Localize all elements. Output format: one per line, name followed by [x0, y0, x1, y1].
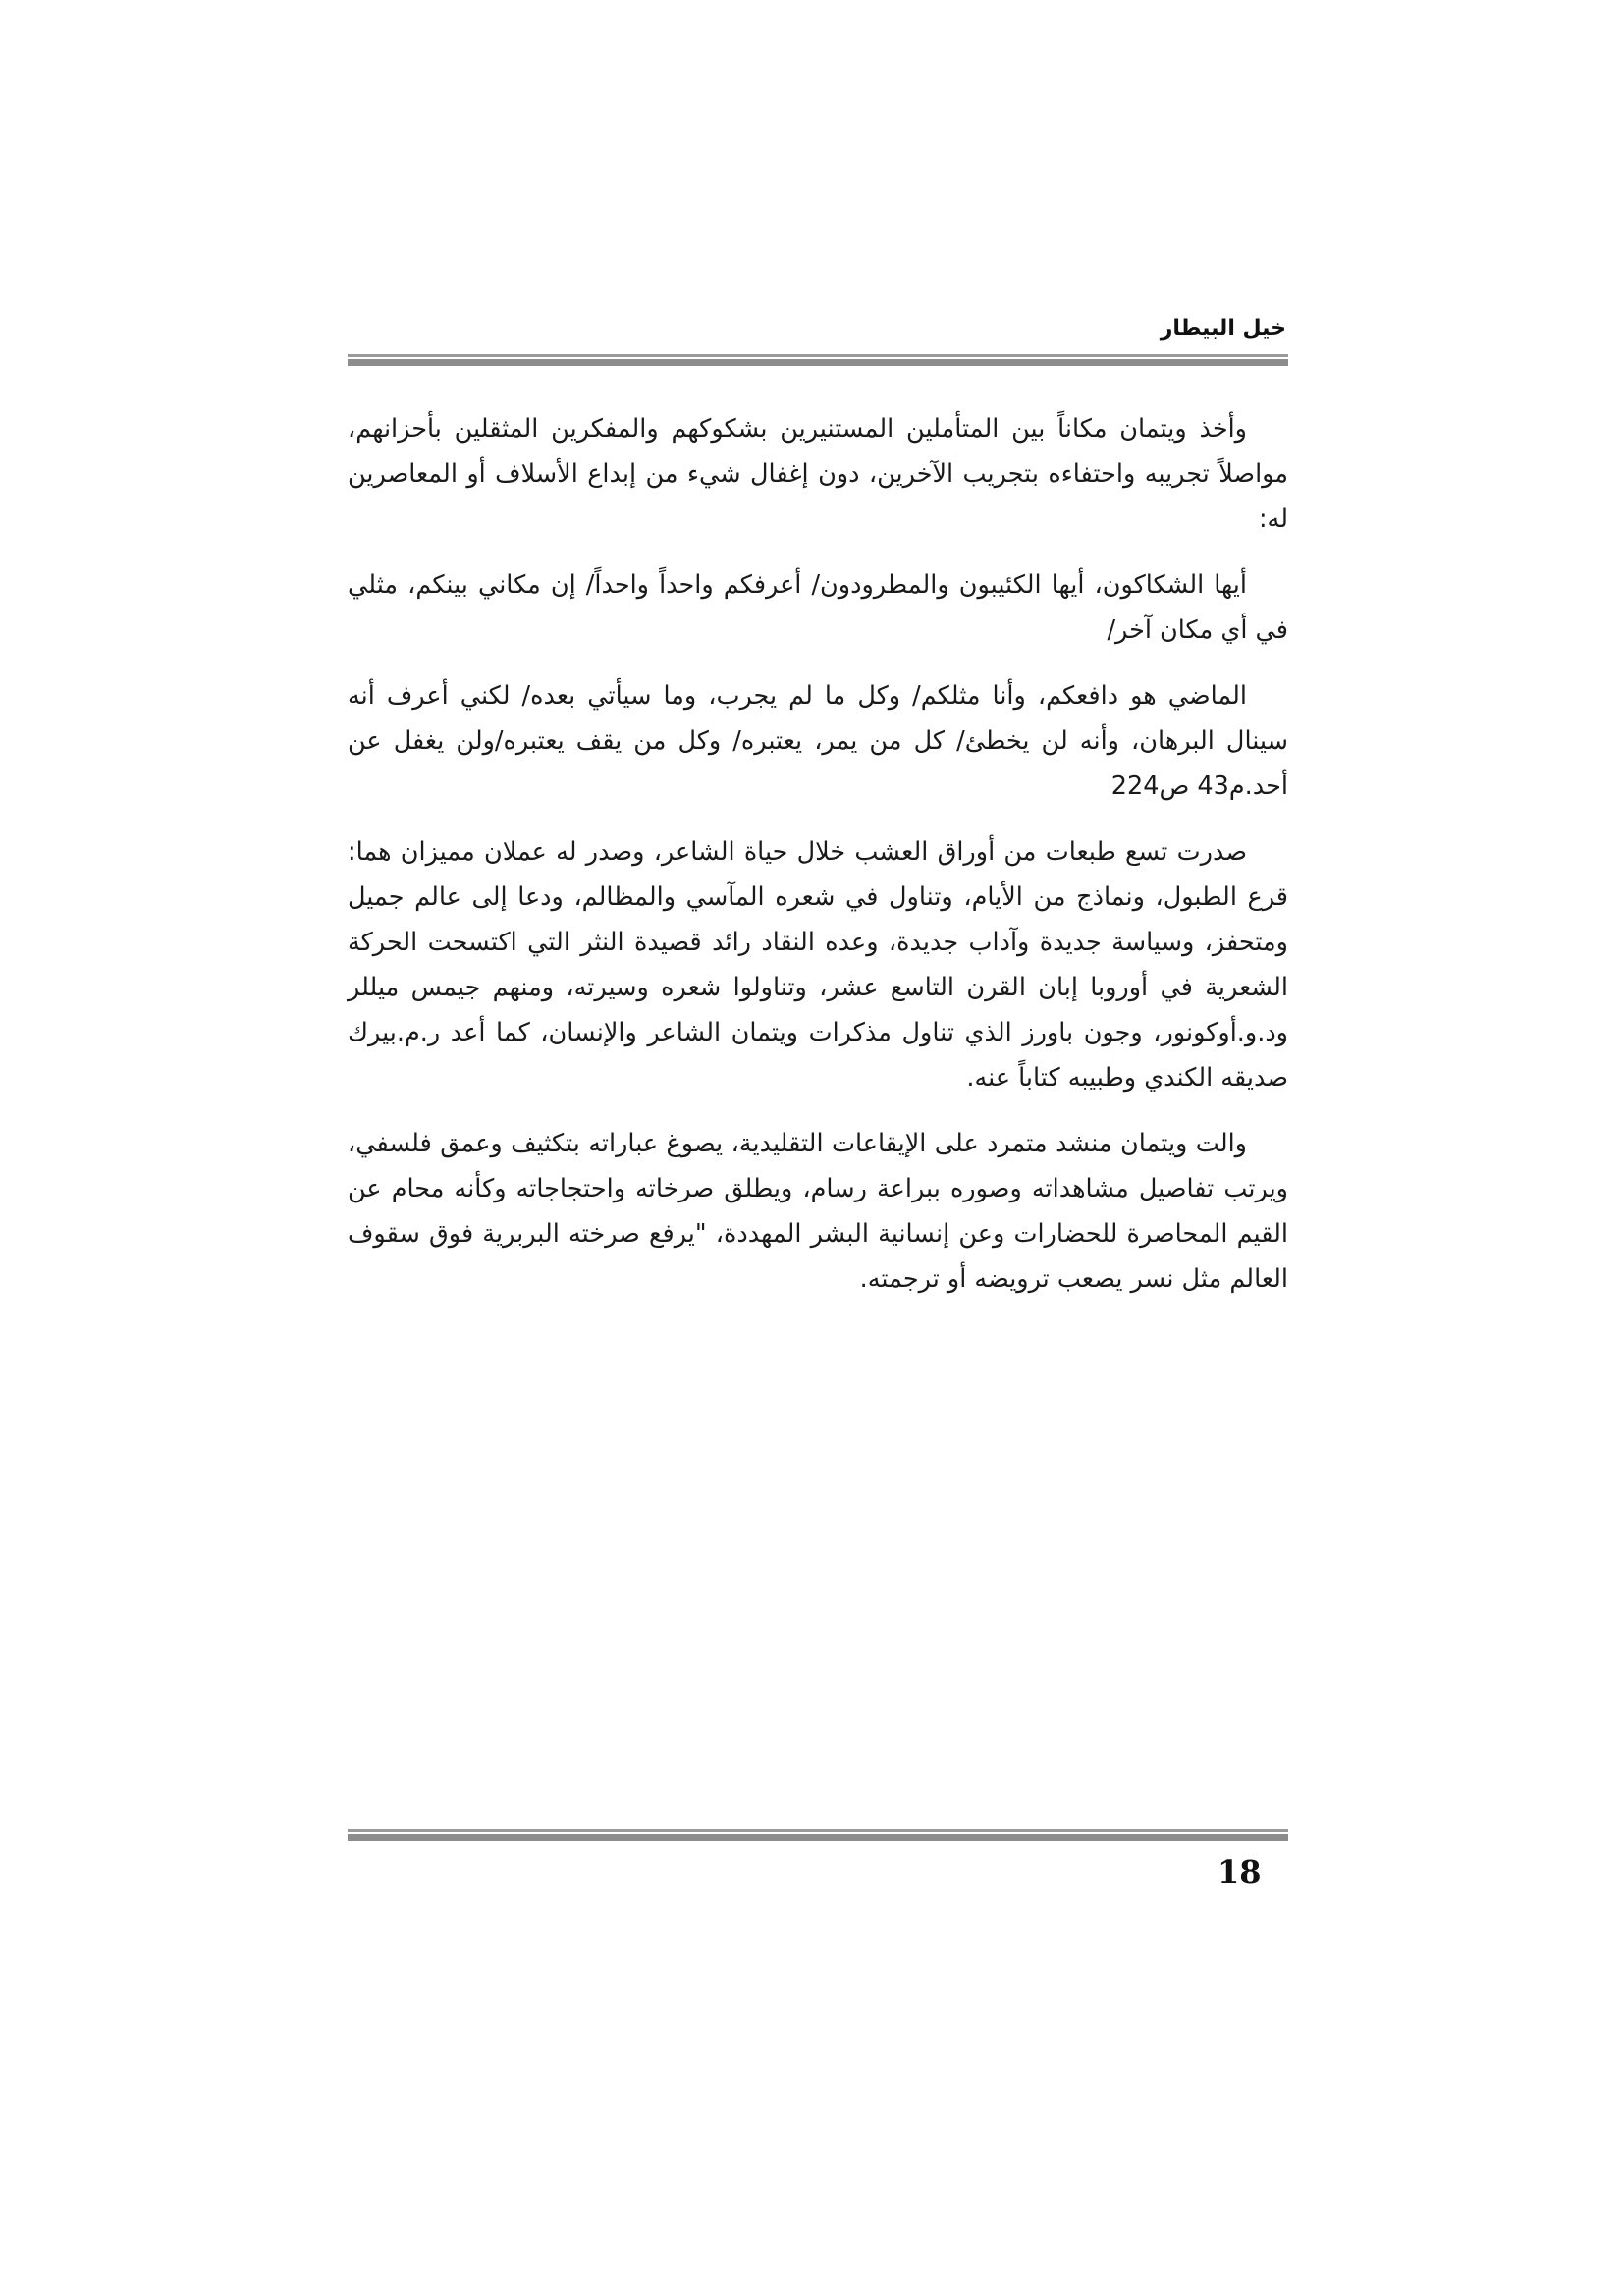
- page-number: 18: [1218, 1853, 1262, 1891]
- header-divider: [348, 354, 1288, 366]
- poem-quote-1: أيها الشكاكون، أيها الكئيبون والمطرودون/ أعرفكم واحداً واحداً/ إن مكاني بينكم، مثلي في أي مكان آخر/: [348, 570, 1288, 645]
- running-header-title: خيل البيطار: [1160, 316, 1286, 341]
- paragraph-1: وأخذ ويتمان مكاناً بين المتأملين المستنيرين بشكوكهم والمفكرين المثقلين بأحزانهم، مواصلاً تجريبه واحتفاءه بتجريب الآخرين، دون إغفال شيء من إبداع الأسلاف أو المعاصرين له:: [348, 414, 1288, 534]
- paragraph-3: والت ويتمان منشد متمرد على الإيقاعات التقليدية، يصوغ عباراته بتكثيف وعمق فلسفي، ويرتب تفاصيل مشاهداته وصوره ببراعة رسام، ويطلق صرخاته واحتجاجاته وكأنه محام عن القيم المحاصرة للحضارات وعن إنسانية البشر المهددة، "يرفع صرخته البربرية فوق سقوف العالم مثل نسر يصعب ترويضه أو ترجمته.: [348, 1129, 1288, 1294]
- poem-quote-2: الماضي هو دافعكم، وأنا مثلكم/ وكل ما لم يجرب، وما سيأتي بعده/ لكني أعرف أنه سينال البرهان، وأنه لن يخطئ/ كل من يمر، يعتبره/ وكل من يقف يعتبره/ولن يغفل عن أحد.م43 ص224: [348, 681, 1288, 801]
- paragraph-2: صدرت تسع طبعات من أوراق العشب خلال حياة الشاعر، وصدر له عملان مميزان هما: قرع الطبول، ونماذج من الأيام، وتناول في شعره المآسي والمظالم، ودعا إلى عالم جميل ومتحفز، وسياسة جديدة وآداب جديدة، وعده النقاد رائد قصيدة النثر التي اكتسحت الحركة الشعرية في أوروبا إبان القرن التاسع عشر، وتناولوا شعره وسيرته، ومنهم جيمس ميللر ود.و.أوكونور، وجون باورز الذي تناول مذكرات ويتمان الشاعر والإنسان، كما أعد ر.م.بيرك صديقه الكندي وطبيبه كتاباً عنه.: [348, 837, 1288, 1093]
- page-body: [348, 406, 1288, 1322]
- footer-divider: [348, 1829, 1288, 1841]
